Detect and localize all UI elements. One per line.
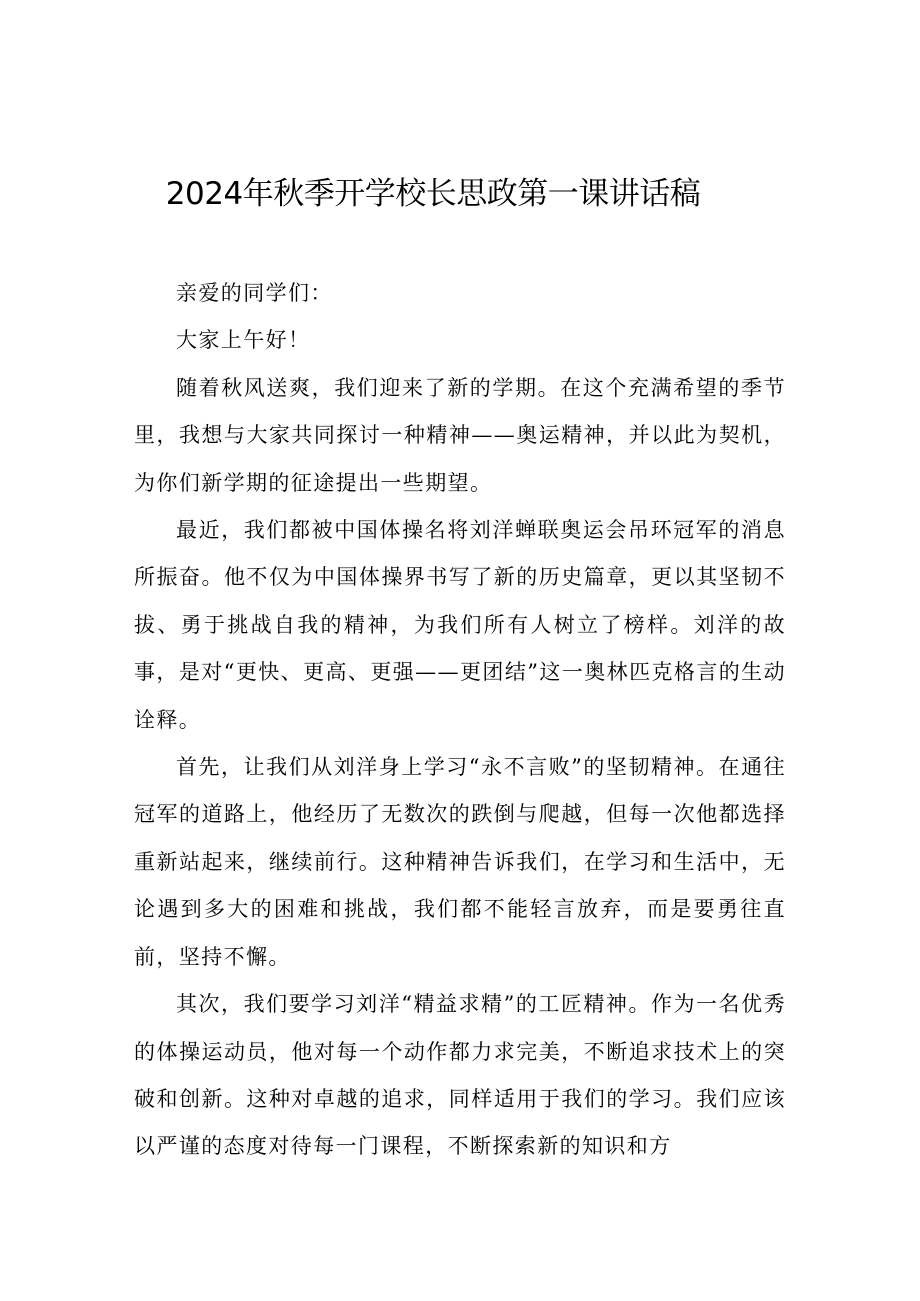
paragraph-3: 首先，让我们从刘洋身上学习“永不言败”的坚韧精神。在通往冠军的道路上，他经历了无数次的跌倒与爬越，但每一次他都选择重新站起来，继续前行。这种精神告诉我们，在学习和生活中，无论遇到多大的困难和挑战，我们都不能轻言放弃，而是要勇往直前，坚持不懈。: [134, 755, 786, 969]
document-title: 2024年秋季开学校长思政第一课讲话稿: [165, 176, 701, 212]
paragraph-1: 随着秋风送爽，我们迎来了新的学期。在这个充满希望的季节里，我想与大家共同探讨一种精神——奥运精神，并以此为契机，为你们新学期的征途提出一些期望。: [134, 375, 786, 495]
document-body: [134, 270, 786, 1171]
paragraph-4: 其次，我们要学习刘洋“精益求精”的工匠精神。作为一名优秀的体操运动员，他对每一个动作都力求完美，不断追求技术上的突破和创新。这种对卓越的追求，同样适用于我们的学习。我们应该以严谨的态度对待每一门课程，不断探索新的知识和方: [134, 992, 786, 1159]
salutation: 亲爱的同学们：: [176, 281, 333, 305]
paragraph-2: 最近，我们都被中国体操名将刘洋蝉联奥运会吊环冠军的消息所振奋。他不仅为中国体操界书写了新的历史篇章，更以其坚韧不拔、勇于挑战自我的精神，为我们所有人树立了榜样。刘洋的故事，是对“更快、更高、更强——更团结”这一奥林匹克格言的生动诠释。: [134, 518, 786, 732]
greeting: 大家上午好！: [176, 328, 311, 353]
